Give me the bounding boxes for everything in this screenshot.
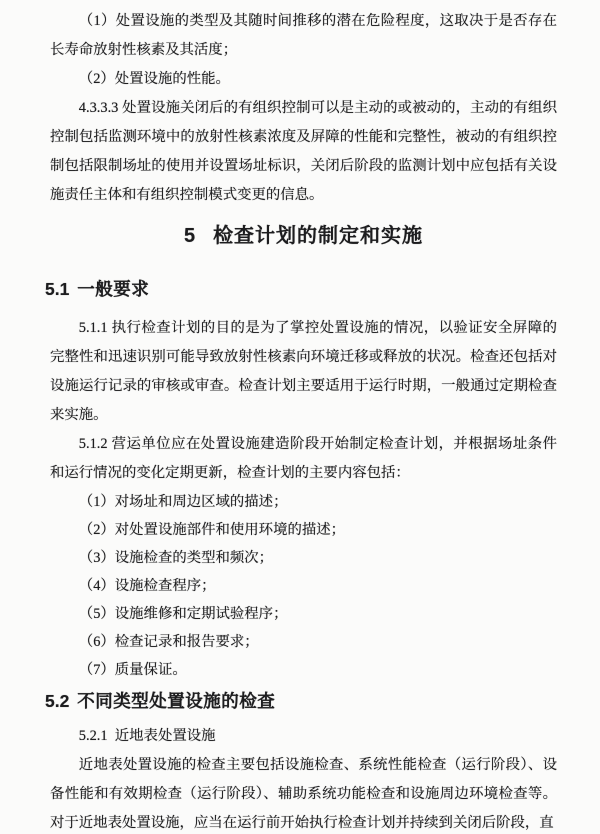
section-5-1-number: 5.1	[45, 279, 70, 299]
paragraph-5-1-2: 5.1.2 营运单位应在处置设施建造阶段开始制定检查计划，并根据场址条件和运行情况的变化定期更新，检查计划的主要内容包括：	[50, 436, 557, 481]
list-item-1: （1）对场址和周边区域的描述；	[78, 494, 288, 510]
list-item-2: （2）对处置设施部件和使用环境的描述；	[78, 522, 346, 538]
subsection-heading-5-2-1	[50, 722, 557, 751]
chapter-title: 检查计划的制定和实施	[213, 225, 424, 247]
intro-item-2: （2）处置设施的性能。	[78, 71, 230, 87]
section-5-2-number: 5.2	[45, 691, 70, 711]
subsection-5-2-1-number: 5.2.1	[78, 728, 108, 744]
section-heading-5-2	[45, 690, 557, 712]
subsection-5-2-1-title: 近地表处置设施	[114, 728, 216, 744]
chapter-number: 5	[183, 225, 196, 247]
paragraph-5-2-1: 近地表处置设施的检查主要包括设施检查、系统性能检查（运行阶段）、设备性能和有效期检查（运行阶段）、辅助系统功能检查和设施周边环境检查等。对于近地表处置设施，应当在运行前开始执行检查计划并持续到关闭后阶段，直	[50, 757, 557, 831]
list-item-6: （6）检查记录和报告要求；	[78, 634, 259, 650]
list-item-4: （4）设施检查程序；	[78, 578, 216, 594]
list-item-3: （3）设施检查的类型和频次；	[78, 550, 274, 566]
chapter-heading	[50, 224, 557, 248]
list-item-7: （7）质量保证。	[78, 662, 187, 678]
section-5-1-title: 一般要求	[77, 279, 150, 299]
section-heading-5-1	[45, 278, 557, 300]
paragraph-5-1-1: 5.1.1 执行检查计划的目的是为了掌控处置设施的情况，以验证安全屏障的完整性和迅速识别可能导致放射性核素向环境迁移或释放的状况。检查还包括对设施运行记录的审核或审查。检查计划主要适用于运行时期，一般通过定期检查来实施。	[50, 320, 557, 423]
intro-item-1: （1）处置设施的类型及其随时间推移的潜在危险程度，这取决于是否存在长寿命放射性核素及其活度；	[50, 13, 557, 58]
paragraph-4-3-3-3: 4.3.3.3 处置设施关闭后的有组织控制可以是主动的或被动的，主动的有组织控制包括监测环境中的放射性核素浓度及屏障的性能和完整性，被动的有组织控制包括限制场址的使用并设置场址标识，关闭后阶段的监测计划中应包括有关设施责任主体和有组织控制模式变更的信息。	[50, 100, 557, 203]
list-item-5: （5）设施维修和定期试验程序；	[78, 606, 288, 622]
section-5-2-title: 不同类型处置设施的检查	[77, 691, 276, 711]
